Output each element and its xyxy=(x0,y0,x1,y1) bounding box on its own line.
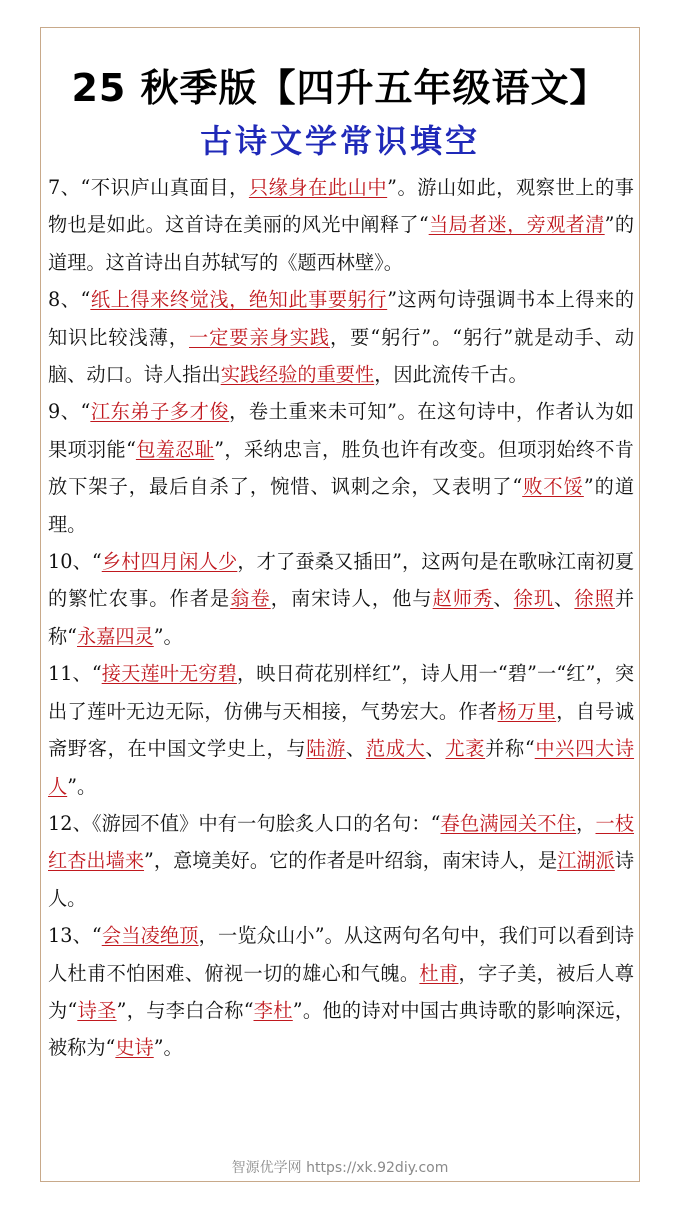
question-text: 并称“ xyxy=(48,587,635,648)
question-text: ，要“躬行”。“躬行”就是动手、动脑、动口。诗人指出 xyxy=(48,325,635,387)
question-text: ”，采纳忠言，胜负也许有改变。但项羽始终不肯放下架子，最后自杀了，惋惜、讽刺之余，又表明了“ xyxy=(48,437,634,499)
question-text: 并称“ xyxy=(485,737,535,761)
question-text: 9、“ xyxy=(48,400,91,424)
question-item xyxy=(48,805,634,917)
answer-text: 翁卷 xyxy=(230,587,271,611)
question-text: 8、“ xyxy=(48,288,91,312)
answer-text: 范成大 xyxy=(365,737,426,761)
question-item xyxy=(48,655,634,805)
answer-text: 接天莲叶无穷碧 xyxy=(101,662,237,686)
question-list xyxy=(48,169,634,1067)
question-item xyxy=(48,543,634,655)
question-text: ”。 xyxy=(67,774,97,798)
answer-text: 杨万里 xyxy=(497,699,557,723)
question-text: ，南宋诗人，他与 xyxy=(270,587,433,611)
answer-text: 败不馁 xyxy=(522,475,584,499)
question-text: ”。 xyxy=(153,624,183,648)
answer-text: 李杜 xyxy=(253,998,293,1022)
question-item xyxy=(48,169,634,281)
answer-text: 史诗 xyxy=(115,1036,154,1060)
answer-text: 江东弟子多才俊 xyxy=(90,400,230,424)
answer-text: 徐照 xyxy=(574,587,615,611)
question-text: ”。他的诗对中国古典诗歌的影响深远，被称为“ xyxy=(48,998,635,1060)
question-text: 10、“ xyxy=(48,550,102,574)
question-text: ，因此流传千古。 xyxy=(374,363,528,387)
question-item xyxy=(48,917,634,1067)
answer-text: 杜甫 xyxy=(419,961,459,985)
answer-text: 纸上得来终觉浅，绝知此事要躬行 xyxy=(90,288,388,312)
answer-text: 当局者迷，旁观者清 xyxy=(428,213,605,237)
answer-text: 包羞忍耻 xyxy=(135,437,215,461)
answer-text: 诗圣 xyxy=(77,998,117,1022)
answer-text: 赵师秀 xyxy=(432,587,494,611)
question-text: 13、“ xyxy=(48,924,102,948)
question-text: ”，与李白合称“ xyxy=(116,998,254,1022)
question-text: 7、“不识庐山真面目， xyxy=(48,176,249,199)
question-text: 、 xyxy=(346,737,366,761)
answer-text: 春色满园关不住 xyxy=(440,811,577,835)
question-text: ，字子美，被后人尊为“ xyxy=(48,961,635,1022)
answer-text: 尤袤 xyxy=(445,737,486,761)
answer-text: 徐玑 xyxy=(513,587,555,611)
answer-text: 永嘉四灵 xyxy=(77,624,154,648)
answer-text: 一枝红杏出墙来 xyxy=(48,811,635,873)
question-text: ”的道理。这首诗出自苏轼写的《题西林壁》。 xyxy=(48,213,635,274)
page-subtitle: 古诗文学常识填空 xyxy=(199,122,480,160)
answer-text: 一定要亲身实践 xyxy=(189,325,331,349)
answer-text: 中兴四大诗人 xyxy=(48,737,635,798)
question-text: ”。 xyxy=(153,1036,183,1060)
question-text: 12、《游园不值》中有一句脍炙人口的名句：“ xyxy=(48,811,441,835)
question-item xyxy=(48,393,634,543)
question-text: ，一览众山小”。从这两句名句中，我们可以看到诗人杜甫不怕困难、俯视一切的雄心和气魄。 xyxy=(48,924,635,985)
footer-watermark: 智源优学网 https://xk.92diy.com xyxy=(231,1160,449,1176)
page-title: 25 秋季版【四升五年级语文】 xyxy=(71,66,609,110)
answer-text: 只缘身在此山中 xyxy=(248,176,388,199)
question-text: 、 xyxy=(493,587,514,611)
question-text: ”。游山如此，观察世上的事物也是如此。这首诗在美丽的风光中阐释了“ xyxy=(48,176,634,237)
question-text: ，卷土重来未可知”。在这句诗中，作者认为如果项羽能“ xyxy=(48,400,635,461)
question-text: ”的道理。 xyxy=(48,475,635,536)
answer-text: 陆游 xyxy=(306,737,347,761)
question-text: ， xyxy=(576,811,596,835)
answer-text: 实践经验的重要性 xyxy=(220,363,375,387)
answer-text: 会当凌绝顶 xyxy=(101,924,199,948)
question-text: 、 xyxy=(554,587,575,611)
question-text: 11、“ xyxy=(48,662,102,686)
answer-text: 江湖派 xyxy=(557,849,615,873)
question-text: ”这两句诗强调书本上得来的知识比较浅薄， xyxy=(48,288,635,349)
question-text: 诗人。 xyxy=(48,849,635,910)
question-item xyxy=(48,281,634,393)
answer-text: 乡村四月闲人少 xyxy=(101,550,238,574)
question-text: ，映日荷花别样红”，诗人用一“碧”一“红”，突出了莲叶无边无际，仿佛与天相接，气势宏大。作者 xyxy=(48,662,635,723)
question-text: ，才了蚕桑又插田”，这两句是在歌咏江南初夏的繁忙农事。作者是 xyxy=(48,550,635,611)
question-text: ”，意境美好。它的作者是叶绍翁，南宋诗人，是 xyxy=(144,849,558,873)
question-text: 、 xyxy=(425,737,446,761)
question-text: ，自号诚斋野客，在中国文学史上，与 xyxy=(48,699,635,761)
